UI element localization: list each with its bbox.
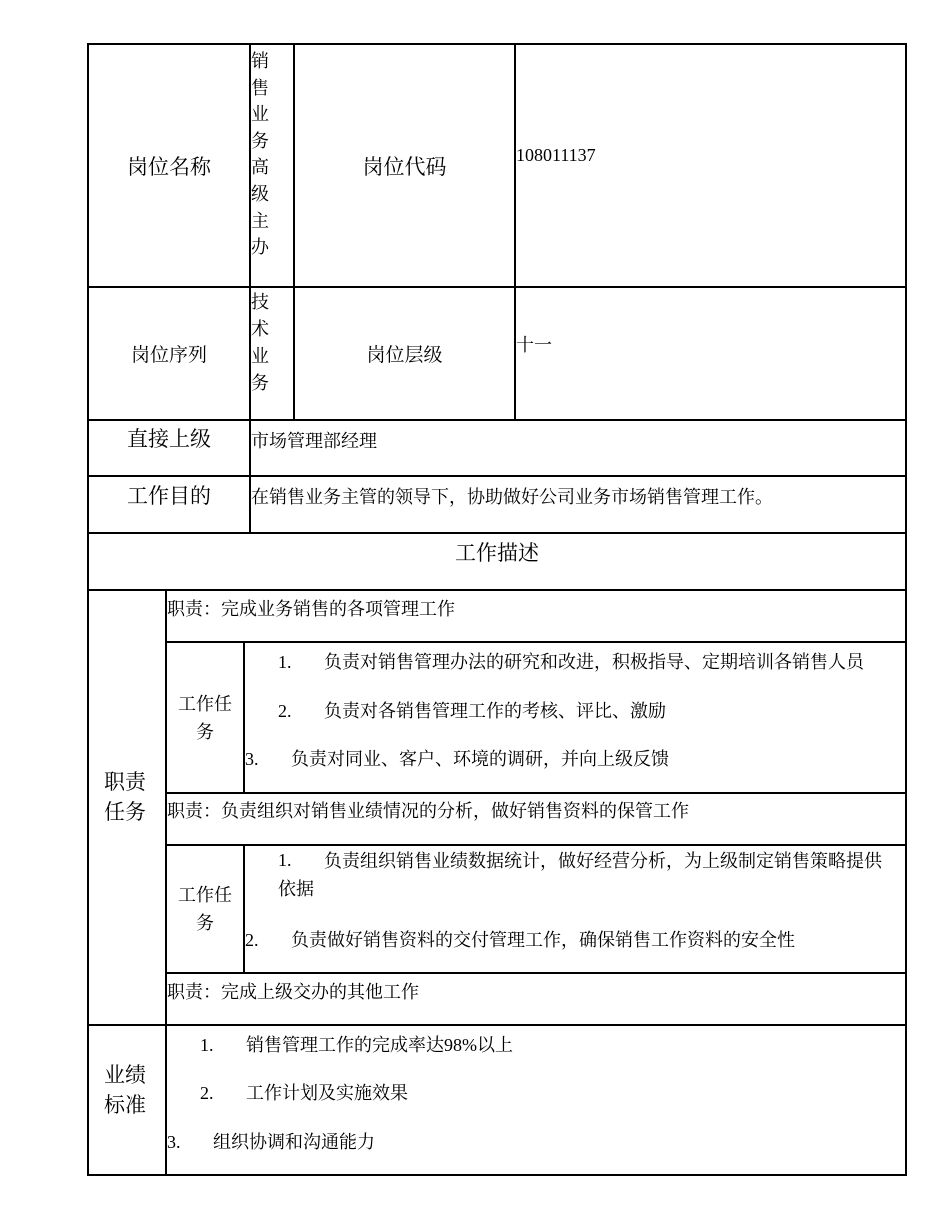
purpose-label: 工作目的: [127, 483, 211, 508]
performance-item-1: 1. 销售管理工作的完成率达98%以上: [200, 1035, 513, 1055]
task-2-2: 2. 负责做好销售资料的交付管理工作，确保销售工作资料的安全性: [245, 930, 795, 950]
superior-label: 直接上级: [127, 427, 211, 451]
duty-2: 职责：负责组织对销售业绩情况的分析，做好销售资料的保管工作: [167, 801, 689, 821]
duties-label: 职责任务: [104, 770, 146, 824]
task-label-1: 工作任务: [178, 693, 232, 742]
post-code-label: 岗位代码: [362, 154, 447, 179]
task-1-1: 1. 负责对销售管理办法的研究和改进，积极指导、定期培训各销售人员: [278, 652, 864, 672]
duty-1: 职责：完成业务销售的各项管理工作: [167, 599, 455, 619]
post-level-label: 岗位层级: [366, 345, 443, 366]
performance-item-3: 3. 组织协调和沟通能力: [167, 1132, 375, 1152]
post-series-label: 岗位序列: [130, 345, 207, 366]
performance-item-2: 2. 工作计划及实施效果: [200, 1083, 408, 1103]
description-title: 工作描述: [455, 541, 539, 565]
task-1-2: 2. 负责对各销售管理工作的考核、评比、激励: [278, 701, 666, 721]
duty-3: 职责：完成上级交办的其他工作: [167, 982, 419, 1002]
task-label-2: 工作任务: [178, 885, 232, 933]
performance-label: 业绩标准: [104, 1063, 146, 1117]
task-1-3: 3. 负责对同业、客户、环境的调研，并向上级反馈: [245, 749, 669, 769]
post-code-value: 108011137: [516, 145, 596, 165]
post-name-value: 销售业务高级主办: [251, 51, 269, 258]
post-series-value: 技术业务: [251, 292, 269, 393]
purpose-value: 在销售业务主管的领导下，协助做好公司业务市场销售管理工作。: [251, 487, 773, 507]
task-2-1: 负责组织销售业绩数据统计，做好经营分析，为上级制定销售策略提供依据: [278, 851, 882, 899]
superior-value: 市场管理部经理: [251, 431, 377, 451]
post-level-value: 十一: [516, 335, 552, 355]
task-2-1-num: 1.: [278, 850, 292, 870]
post-name-label: 岗位名称: [127, 154, 211, 179]
